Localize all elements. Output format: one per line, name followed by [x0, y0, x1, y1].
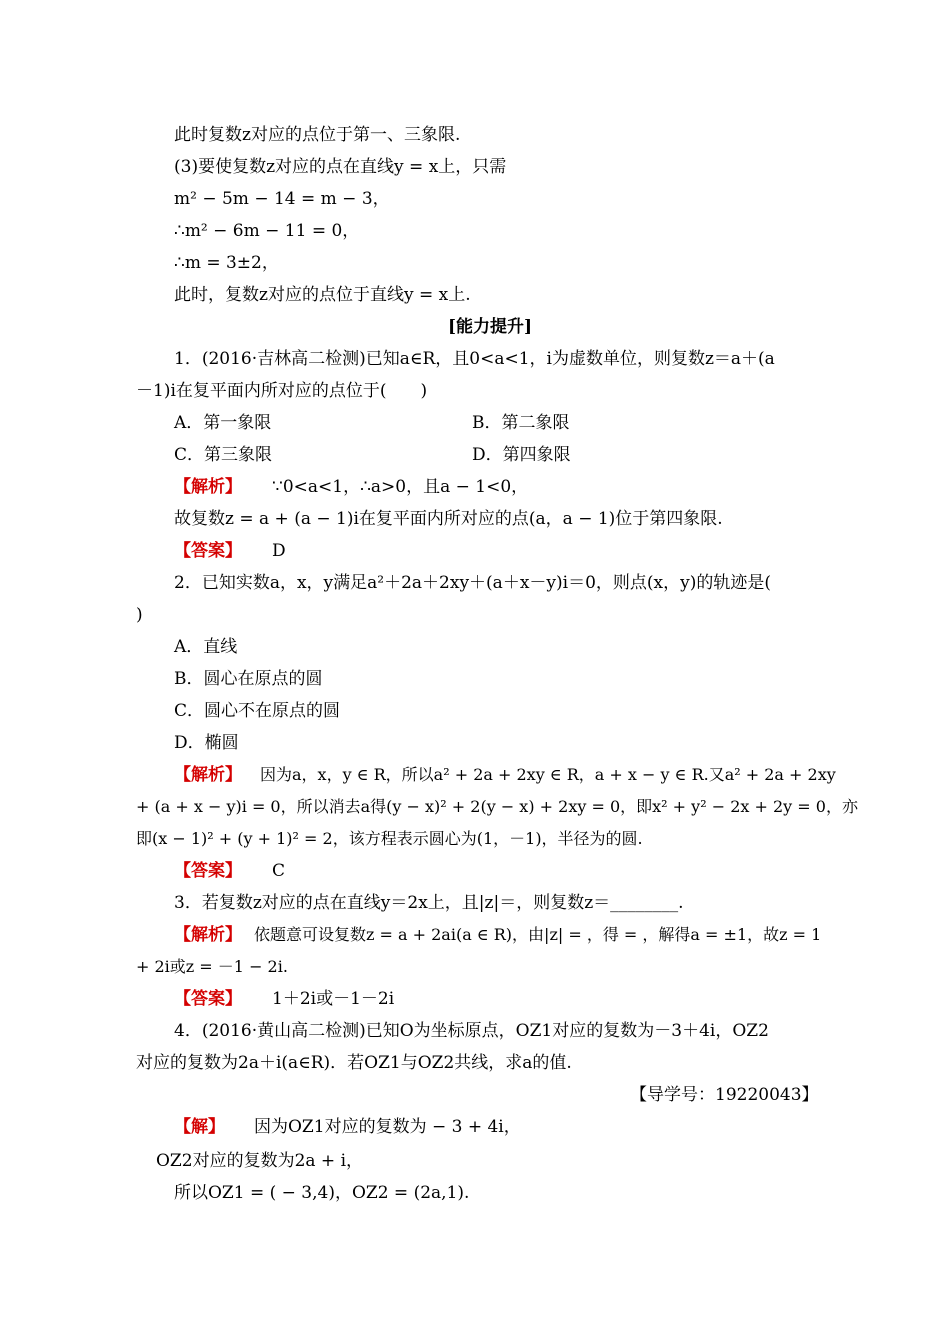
- solution-text: OZ2对应的复数为2a + i，: [156, 1151, 364, 1171]
- option-b: B．第二象限: [472, 413, 570, 433]
- option-a: A．直线: [174, 637, 238, 657]
- question-2-stem: ): [136, 605, 143, 625]
- equation-line: ∴m² − 6m − 11 = 0，: [174, 221, 360, 241]
- solution-text: 所以OZ1 = ( − 3,4)，OZ2 = (2a,1).: [174, 1183, 470, 1203]
- option-d: D．椭圆: [174, 733, 239, 753]
- analysis-text: 依题意可设复数z = a + 2ai(a ∈ R)，由|z| = ，得 = ，解得a = ±1，故z = 1: [254, 925, 822, 944]
- option-d: D．第四象限: [472, 445, 571, 465]
- solution-text: 因为OZ1对应的复数为 − 3 + 4i，: [254, 1117, 521, 1137]
- analysis-text: ∵0<a<1，∴a>0，且a − 1<0，: [272, 477, 529, 497]
- analysis-tag: 【解析】: [174, 925, 242, 945]
- analysis-text: 故复数z = a + (a − 1)i在复平面内所对应的点(a，a − 1)位于第四象限.: [174, 509, 723, 529]
- text-line: 此时复数z对应的点位于第一、三象限.: [174, 125, 461, 145]
- guide-number: 【导学号：19220043】: [630, 1085, 819, 1105]
- question-1-stem: 1．(2016·吉林高二检测)已知a∈R，且0<a<1，i为虚数单位，则复数z＝a＋(a: [174, 349, 775, 369]
- answer-text: D: [272, 541, 286, 561]
- question-4-stem: 对应的复数为2a＋i(a∈R)．若OZ1与OZ2共线，求a的值.: [136, 1053, 572, 1073]
- text-line: 此时，复数z对应的点位于直线y = x上.: [174, 285, 471, 305]
- analysis-text: + 2i或z = －1 − 2i.: [136, 957, 288, 976]
- question-4-stem: 4．(2016·黄山高二检测)已知O为坐标原点，OZ1对应的复数为－3＋4i，OZ2: [174, 1021, 769, 1041]
- analysis-tag: 【解析】: [174, 765, 242, 785]
- answer-text: 1＋2i或－1－2i: [272, 989, 395, 1009]
- analysis-text: 即(x − 1)² + (y + 1)² = 2，该方程表示圆心为(1，－1)，半径为的圆.: [136, 829, 643, 848]
- solution-tag: 【解】: [174, 1117, 225, 1137]
- answer-tag: 【答案】: [174, 989, 242, 1009]
- section-title: [能力提升]: [448, 317, 533, 337]
- analysis-text: 因为a，x，y ∈ R，所以a² + 2a + 2xy ∈ R，a + x − y ∈ R.又a² + 2a + 2xy: [260, 765, 836, 784]
- option-c: C．第三象限: [174, 445, 273, 465]
- answer-tag: 【答案】: [174, 861, 242, 881]
- question-2-stem: 2．已知实数a，x，y满足a²＋2a＋2xy＋(a＋x－y)i＝0，则点(x，y)的轨迹是(: [174, 573, 771, 593]
- analysis-text: + (a + x − y)i = 0，所以消去a得(y − x)² + 2(y − x) + 2xy = 0，即x² + y² − 2x + 2y = 0，亦: [136, 797, 858, 816]
- option-b: B．圆心在原点的圆: [174, 669, 323, 689]
- equation-line: m² − 5m − 14 = m − 3，: [174, 189, 390, 209]
- answer-tag: 【答案】: [174, 541, 242, 561]
- analysis-tag: 【解析】: [174, 477, 242, 497]
- question-3-stem: 3．若复数z对应的点在直线y＝2x上，且|z|＝，则复数z＝________.: [174, 893, 684, 913]
- option-c: C．圆心不在原点的圆: [174, 701, 341, 721]
- option-a: A．第一象限: [174, 413, 272, 433]
- question-1-stem: －1)i在复平面内所对应的点位于( ): [136, 381, 428, 401]
- text-line: (3)要使复数z对应的点在直线y = x上，只需: [174, 157, 507, 177]
- answer-text: C: [272, 861, 286, 881]
- equation-line: ∴m = 3±2，: [174, 253, 279, 273]
